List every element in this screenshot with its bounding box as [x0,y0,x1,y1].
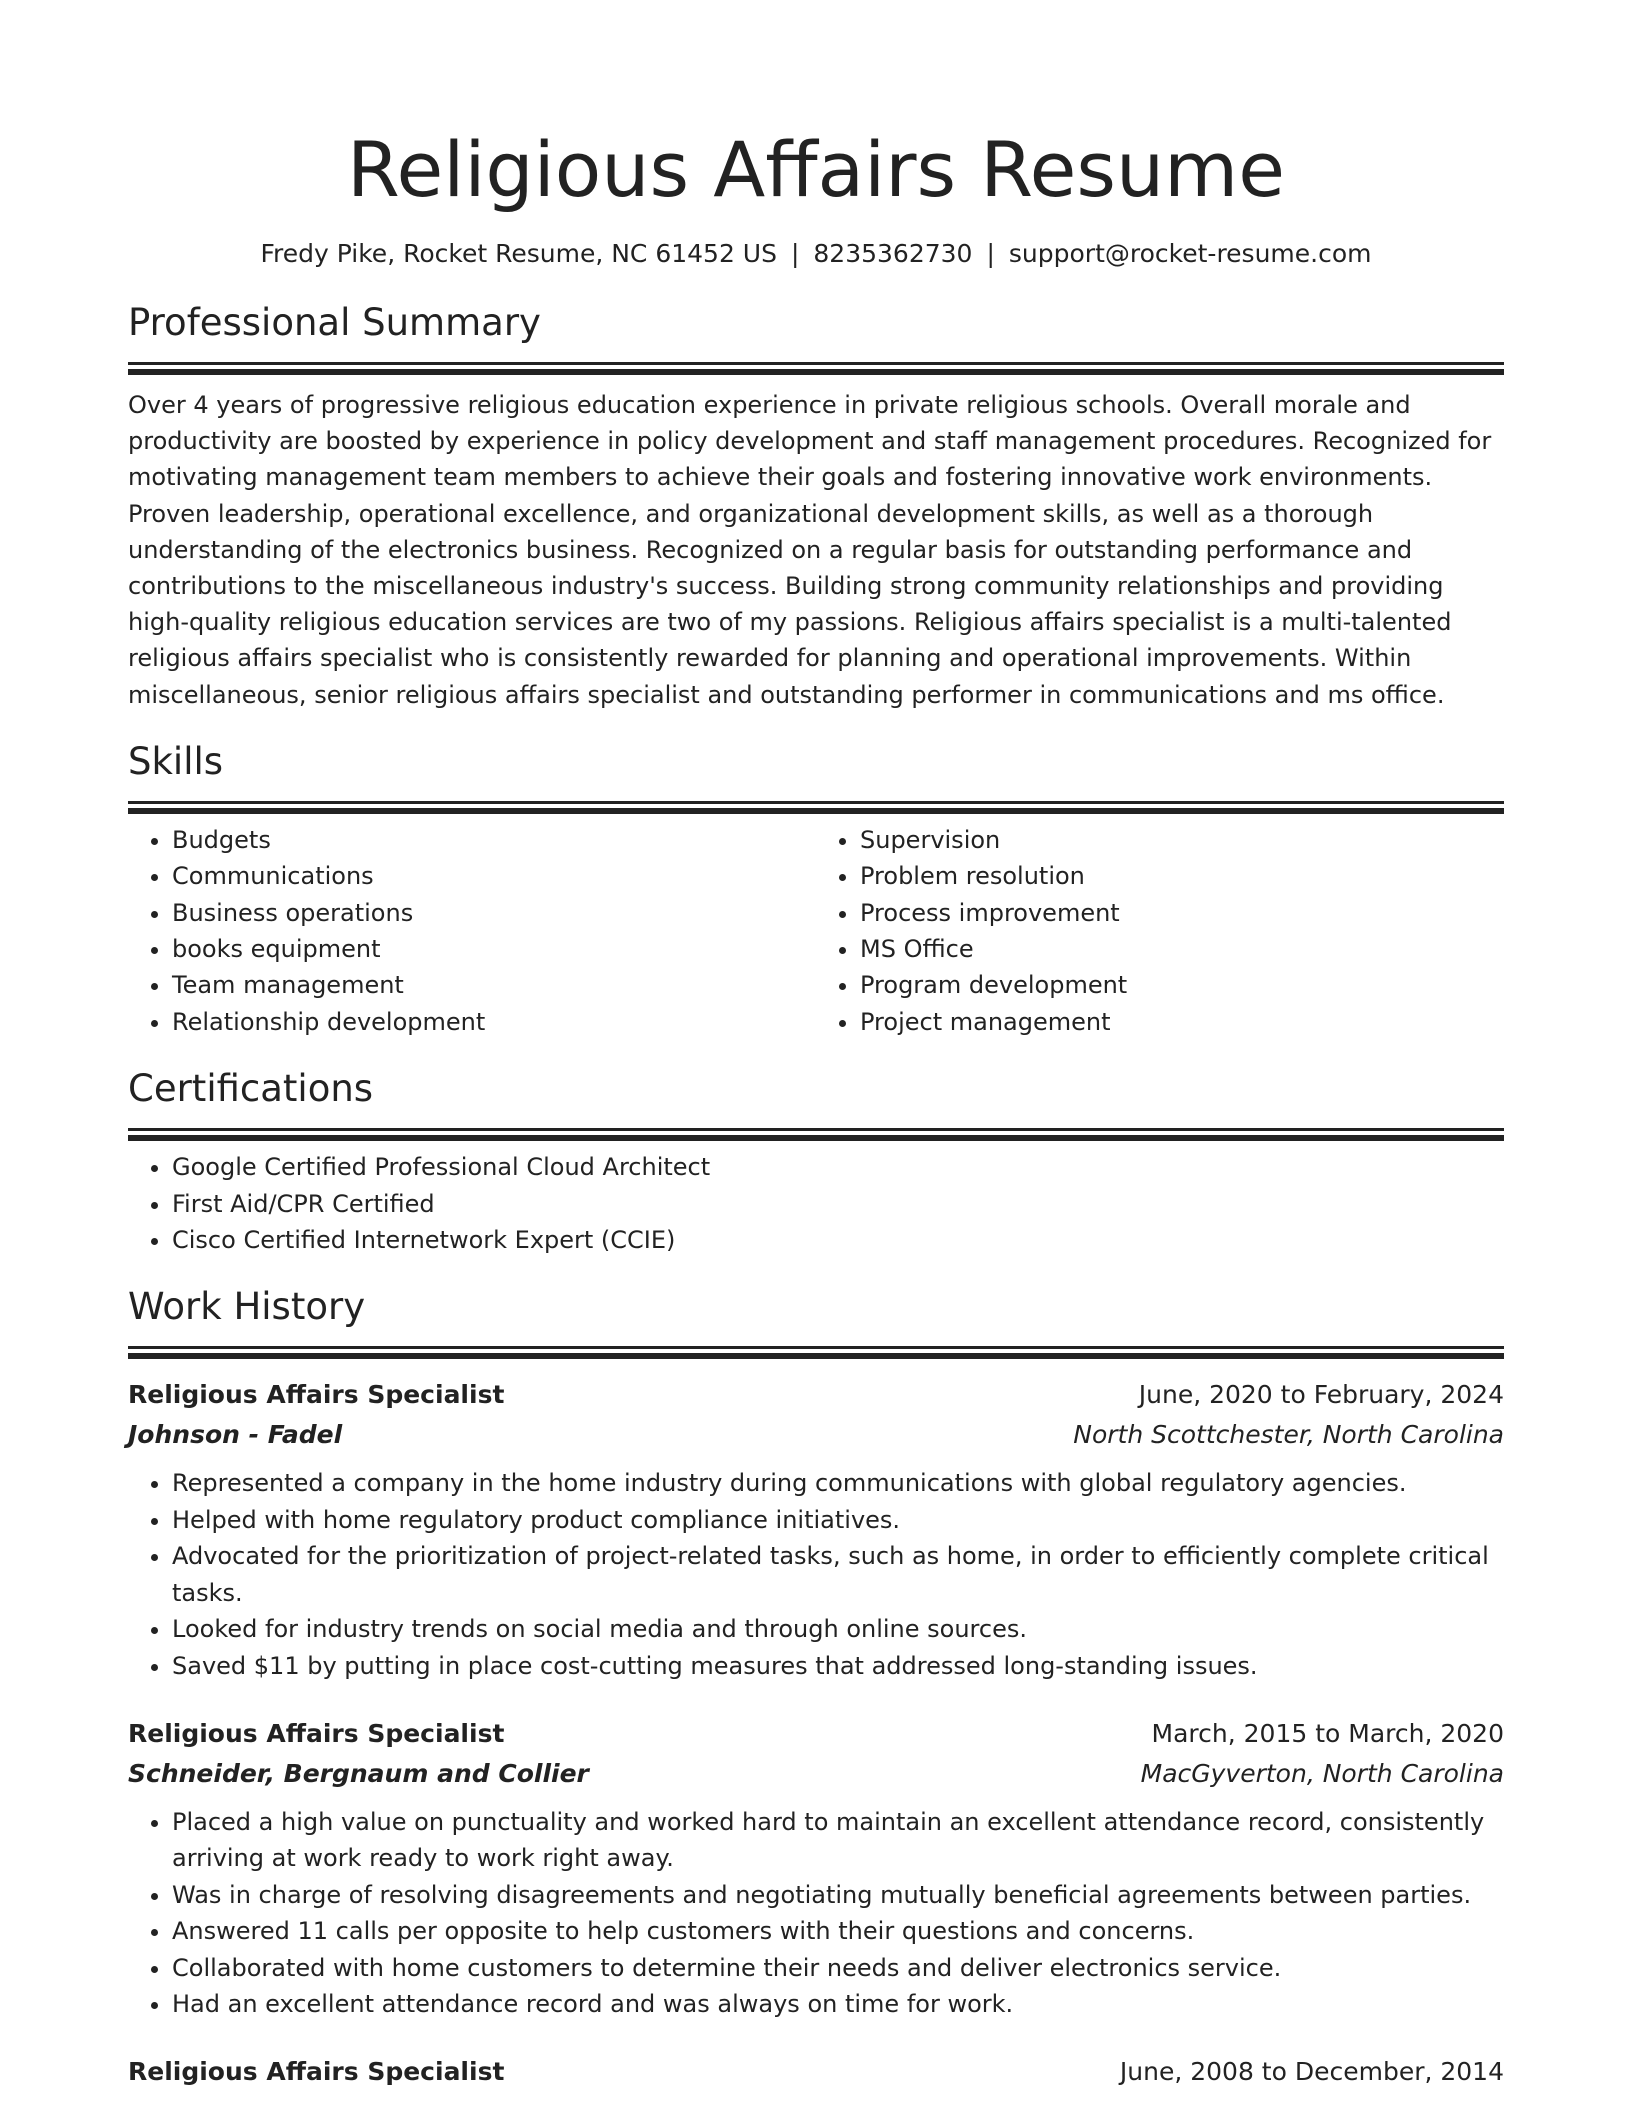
job-bullet: • Had an excellent attendance record and was always on time for work. [172,1986,1504,2022]
contact-separator: | [986,239,995,268]
skills-left-list [128,822,816,1040]
skill-item: • Supervision [860,822,1504,858]
job-bullet: • Looked for industry trends on social media and through online sources. [172,1611,1504,1647]
work-history-heading: Work History [128,1285,366,1329]
skill-item: • Budgets [172,822,816,858]
contact-line [128,236,1504,272]
job-company: Johnson - Fadel [128,1420,343,1450]
contact-email: support@rocket-resume.com [1008,239,1372,268]
certifications-heading: Certifications [128,1067,374,1111]
skills-right-list [816,822,1504,1040]
skill-item: • MS Office [860,931,1504,967]
contact-address: Fredy Pike, Rocket Resume, NC 61452 US [260,239,777,268]
skill-item: • Business operations [172,895,816,931]
skill-item: • Relationship development [172,1004,816,1040]
skill-item: • Program development [860,967,1504,1003]
job-location: MacGyverton, North Carolina [1140,1758,1504,1788]
job-title: Religious Affairs Specialist [128,1380,505,1410]
skill-item: • Team management [172,967,816,1003]
certification-item: • First Aid/CPR Certified [172,1186,1504,1222]
job-bullet: • Answered 11 calls per opposite to help customers with their questions and concerns. [172,1913,1504,1949]
job-dates: March, 2015 to March, 2020 [1151,1718,1504,1748]
job-entry [128,1375,1504,1683]
certification-item: • Cisco Certified Internetwork Expert (CCIE) [172,1222,1504,1258]
job-bullet: • Helped with home regulatory product compliance initiatives. [172,1502,1504,1538]
work-history-section [128,1282,1504,2092]
section-divider-thick [128,808,1504,814]
job-entry [128,2052,1504,2092]
section-divider [128,362,1504,365]
summary-section [128,298,1504,713]
section-divider [128,1128,1504,1131]
job-header [128,1375,1504,1415]
job-title: Religious Affairs Specialist [128,1718,505,1748]
contact-separator: | [790,239,800,268]
job-bullet: • Represented a company in the home industry during communications with global regulatory agencies. [172,1465,1504,1501]
job-header [128,1714,1504,1754]
section-divider-thick [128,369,1504,375]
contact-phone: 8235362730 [813,239,973,268]
job-dates: June, 2008 to December, 2014 [1119,2057,1504,2087]
job-bullets [128,1804,1504,2022]
resume-title: Religious Affairs Resume [347,125,1285,214]
skill-item: • books equipment [172,931,816,967]
skills-section [128,737,1504,1040]
job-company: Schneider, Bergnaum and Collier [128,1758,589,1788]
job-header [128,2052,1504,2092]
job-bullet: • Collaborated with home customers to determine their needs and deliver electronics service. [172,1950,1504,1986]
job-subheader [128,1754,1504,1794]
certification-item: • Google Certified Professional Cloud Architect [172,1149,1504,1185]
job-title: Religious Affairs Specialist [128,2057,505,2087]
skill-item: • Project management [860,1004,1504,1040]
section-divider [128,1346,1504,1349]
skills-columns [128,822,1504,1040]
job-entry [128,1714,1504,2022]
job-dates: June, 2020 to February, 2024 [1138,1380,1504,1410]
skill-item: • Problem resolution [860,858,1504,894]
skill-item: • Process improvement [860,895,1504,931]
skill-item: • Communications [172,858,816,894]
skills-heading: Skills [128,739,224,783]
job-bullet: • Saved $11 by putting in place cost-cutting measures that addressed long-standing issues. [172,1648,1504,1684]
job-bullets [128,1465,1504,1683]
job-subheader [128,1415,1504,1455]
summary-text: Over 4 years of progressive religious education experience in private religious schools. Overall morale and productivity are boosted by experience in policy development and staff management procedures. Recognized for motivating management team members to achieve their goals and fostering innovative work environments. Proven leadership, operational excellence, and organizational development skills, as well as a thorough understanding of the electronics business. Recognized on a regular basis for outstanding performance and contributions to the miscellaneous industry's success. Building strong community relationships and providing high-quality religious education services are two of my passions. Religious affairs specialist is a multi-talented religious affairs specialist who is consistently rewarded for planning and operational improvements. Within miscellaneous, senior religious affairs specialist and outstanding performer in communications and ms office. [128,391,1492,709]
certifications-section [128,1064,1504,1258]
job-bullet: • Advocated for the prioritization of project-related tasks, such as home, in order to efficiently complete critical tasks. [172,1538,1504,1611]
certifications-list [128,1149,1504,1258]
section-divider-thick [128,1135,1504,1141]
job-location: North Scottchester, North Carolina [1073,1420,1504,1450]
summary-heading: Professional Summary [128,301,541,344]
job-bullet: • Placed a high value on punctuality and worked hard to maintain an excellent attendance record, consistently arriving at work ready to work right away. [172,1804,1504,1877]
job-bullet: • Was in charge of resolving disagreements and negotiating mutually beneficial agreements between parties. [172,1877,1504,1913]
section-divider [128,801,1504,804]
section-divider-thick [128,1353,1504,1359]
